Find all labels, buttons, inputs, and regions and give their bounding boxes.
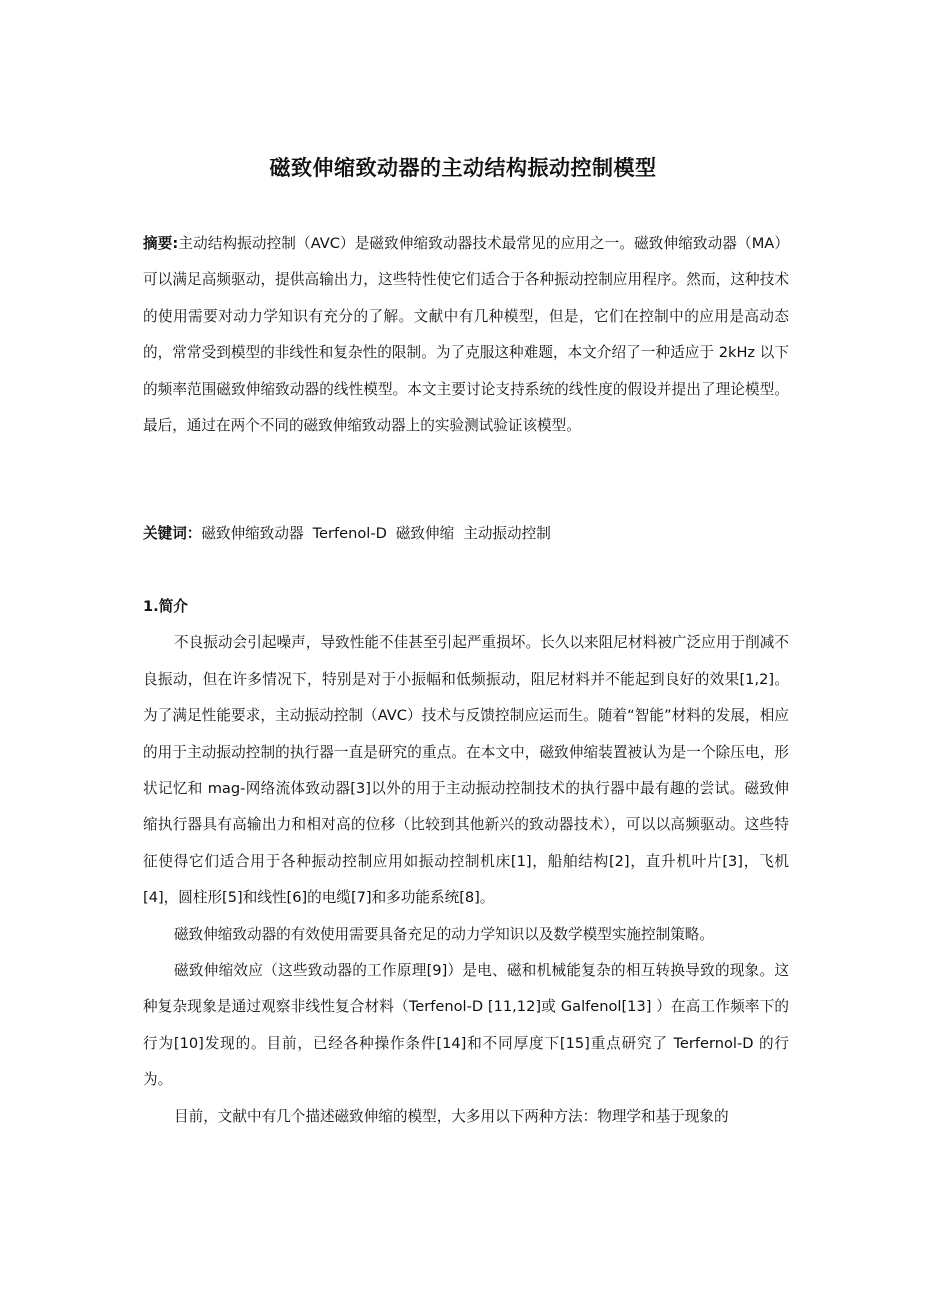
body-paragraph: 目前，文献中有几个描述磁致伸缩的模型，大多用以下两种方法：物理学和基于现象的 — [174, 1107, 729, 1125]
keyword-item: 主动振动控制 — [463, 525, 551, 542]
keyword-item: 磁致伸缩 — [395, 525, 455, 542]
section-heading: 1.简介 — [143, 598, 188, 615]
keywords-block — [143, 516, 789, 552]
body-paragraph: 不良振动会引起噪声，导致性能不佳甚至引起严重损坏。长久以来阻尼材料被广泛应用于削减不良振动，但在许多情况下，特别是对于小振幅和低频振动，阻尼材料并不能起到良好的效果[1,2]。为了满足性能要求，主动振动控制（AVC）技术与反馈控制应运而生。随着“智能”材料的发展，相应的用于主动振动控制的执行器一直是研究的重点。在本文中，磁致伸缩装置被认为是一个除压电，形状记忆和 mag-网络流体致动器[3]以外的用于主动振动控制技术的执行器中最有趣的尝试。磁致伸缩执行器具有高输出力和相对高的位移（比较到其他新兴的致动器技术），可以以高频驱动。这些特征使得它们适合用于各种振动控制应用如振动控制机床[1]，船舶结构[2]，直升机叶片[3]，飞机[4]，圆柱形[5]和线性[6]的电缆[7]和多功能系统[8]。 — [143, 634, 789, 907]
section-introduction — [143, 589, 789, 1135]
keyword-item: Terfenol-D — [312, 525, 387, 542]
keywords-label: 关键词： — [143, 525, 202, 542]
body-paragraph: 磁致伸缩致动器的有效使用需要具备充足的动力学知识以及数学模型实施控制策略。 — [174, 925, 714, 943]
body-paragraph: 磁致伸缩效应（这些致动器的工作原理[9]）是电、磁和机械能复杂的相互转换导致的现象。这种复杂现象是通过观察非线性复合材料（Terfenol-D [11,12]或 Galfenol[13] ）在高工作频率下的行为[10]发现的。目前，已经各种操作条件[14]和不同厚度下[15]重点研究了 Terfernol-D 的行为。 — [143, 962, 789, 1089]
paper-title: 磁致伸缩致动器的主动结构振动控制模型 — [269, 156, 657, 180]
abstract-block — [143, 226, 789, 444]
abstract-label: 摘要: — [143, 235, 179, 252]
abstract-text: 主动结构振动控制（AVC）是磁致伸缩致动器技术最常见的应用之一。磁致伸缩致动器（MA）可以满足高频驱动，提供高输出力，这些特性使它们适合于各种振动控制应用程序。然而，这种技术的使用需要对动力学知识有充分的了解。文献中有几种模型，但是，它们在控制中的应用是高动态的，常常受到模型的非线性和复杂性的限制。为了克服这种难题，本文介绍了一种适应于 2kHz 以下的频率范围磁致伸缩致动器的线性模型。本文主要讨论支持系统的线性度的假设并提出了理论模型。最后，通过在两个不同的磁致伸缩致动器上的实验测试验证该模型。 — [143, 235, 789, 435]
abstract-paragraph — [143, 226, 789, 444]
keyword-item: 磁致伸缩致动器 — [201, 525, 304, 542]
